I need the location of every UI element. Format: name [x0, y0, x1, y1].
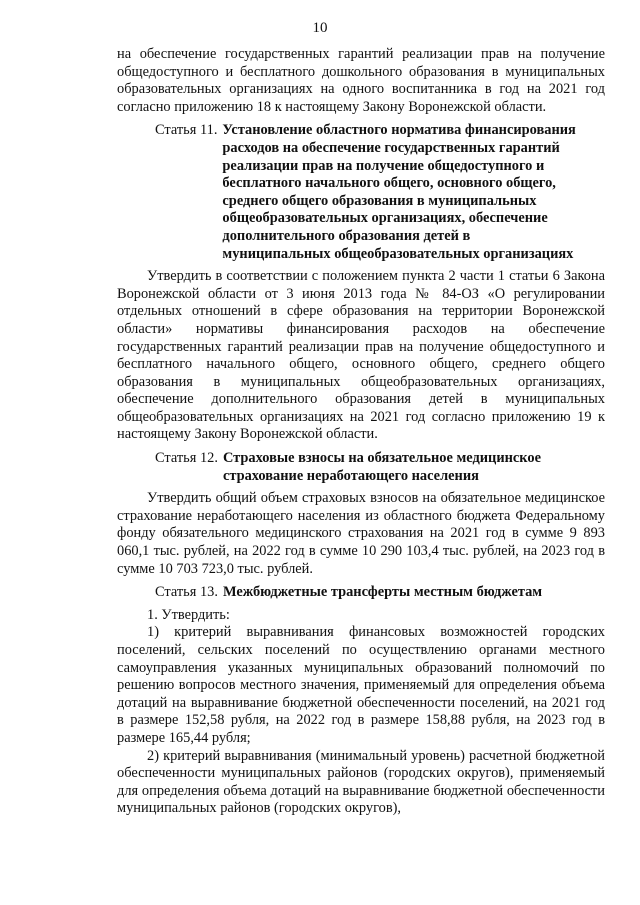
article-13-title: Межбюджетные трансферты местным бюджетам [222, 584, 543, 601]
article-13-subitem-2: 2) критерий выравнивания (минимальный уровень) расчетной бюджетной обеспеченности муниципальных районов (городских округов), применяемый для определения объема дотаций на выравнивание бюджетной обеспеченности муниципальных районов (городских округов), [117, 747, 605, 817]
article-11-header [117, 122, 605, 263]
article-12-body: Утвердить общий объем страховых взносов на обязательное медицинское страхование неработающего населения из областного бюджета Федеральному фонду обязательного медицинского страхования на 2021 год в сумме 9 893 060,1 тыс. рублей, на 2022 год в сумме 10 290 103,4 тыс. рублей, на 2023 год в сумме 10 703 723,0 тыс. рублей. [117, 490, 605, 577]
article-11-body: Утвердить в соответствии с положением пункта 2 части 1 статьи 6 Закона Воронежской области от 3 июня 2013 года № 84-ОЗ «О регулировании отдельных отношений в сфере образования на территории Воронежской области» нормативы финансирования расходов на обеспечение государственных гарантий реализации прав на получение общедоступного и бесплатного начального общего, основного общего, среднего общего образования в муниципальных общеобразовательных организациях, обеспечение дополнительного образования детей в муниципальных общеобразовательных организациях на 2021 год согласно приложению 19 к настоящему Закону Воронежской области. [117, 268, 605, 443]
page-number: 10 [312, 20, 328, 36]
article-11-title: Установление областного норматива финансирования расходов на обеспечение государственных гарантий реализации прав на получение общедоступного и бесплатного начального общего, основного общего, среднего общего образования в муниципальных общеобразовательных организациях, обеспечение дополнительного образования детей в муниципальных общеобразовательных организациях [222, 122, 576, 262]
article-13-item-1: 1. Утвердить: [147, 606, 230, 623]
article-12-header [117, 450, 605, 485]
article-12-number: Статья 12. [155, 450, 218, 467]
article-13-header [117, 584, 605, 602]
intro-paragraph: на обеспечение государственных гарантий реализации прав на получение общедоступного и бесплатного дошкольного образования в муниципальных образовательных организациях на одного воспитанника в год на 2021 год согласно приложению 18 к настоящему Закону Воронежской области. [117, 46, 605, 115]
article-13-subitem-1: 1) критерий выравнивания финансовых возможностей городских поселений, сельских поселений по осуществлению органами местного самоуправления указанных муниципальных образований полномочий по решению вопросов местного значения, применяемый для определения объема дотаций на выравнивание бюджетной обеспеченности поселений, на 2021 год в размере 152,58 рубля, на 2022 год в размере 158,88 рубля, на 2023 год в размере 165,44 рубля; [117, 624, 605, 746]
article-11-number: Статья 11. [155, 122, 218, 139]
document-body [117, 46, 605, 818]
article-12-title: Страховые взносы на обязательное медицинское страхование неработающего населения [222, 450, 541, 484]
article-13-number: Статья 13. [155, 584, 218, 601]
